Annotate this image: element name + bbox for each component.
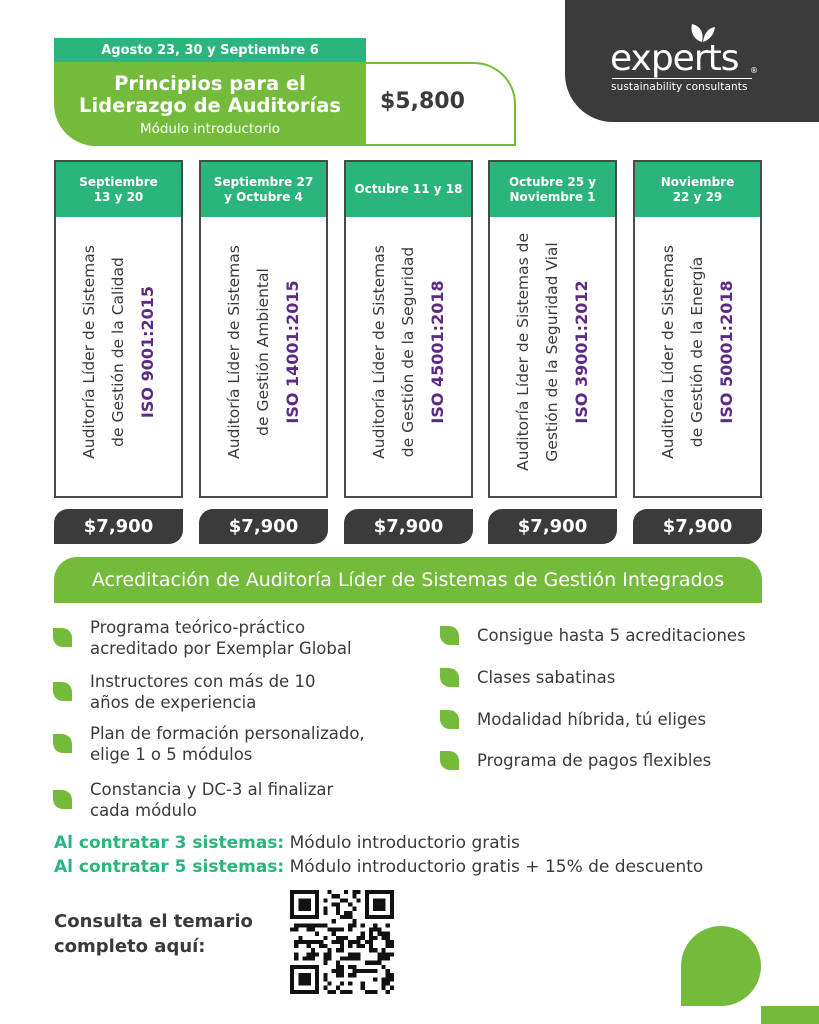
course-card-iso9001 [54,160,183,498]
intro-title [54,62,366,117]
course-desc-line1: Auditoría Líder de Sistemas [79,245,98,459]
course-iso: ISO 50001:2018 [716,280,736,424]
course-card-iso14001 [199,160,328,498]
logo-divider [612,78,752,79]
benefit-text: Modalidad híbrida, tú eliges [477,710,707,729]
leaf-bullet-icon [53,682,72,701]
course-price: $7,900 [54,509,183,544]
benefit-line2: años de experiencia [90,693,257,712]
promo-3-systems [54,833,520,853]
course-date-line1: Octubre 25 y [508,174,597,189]
leaf-bullet-icon [440,710,459,729]
decorative-corner-block [761,1006,819,1024]
course-body [209,217,319,487]
course-card-iso45001 [344,160,473,498]
course-body [643,217,753,487]
course-desc-line2: de Gestión de la Calidad [108,257,127,447]
benefit-line2: cada módulo [90,801,197,820]
leaf-bullet-icon [53,628,72,647]
course-date-line2: 13 y 20 [93,189,144,204]
promo-value: Módulo introductorio gratis [289,833,520,853]
course-price: $7,900 [199,509,328,544]
course-dates [346,162,471,217]
promo-5-systems [54,857,703,877]
course-iso: ISO 9001:2015 [137,285,157,419]
course-price: $7,900 [488,509,617,544]
course-desc-line1: Auditoría Líder de Sistemas [369,245,388,459]
benefit-text: Clases sabatinas [477,668,616,687]
benefit-line1: Plan de formación personalizado, [90,724,365,743]
intro-dates: Agosto 23, 30 y Septiembre 6 [54,38,366,62]
course-body [354,217,464,487]
benefit-item [477,709,706,730]
course-dates [201,162,326,217]
qr-code[interactable] [290,890,394,994]
intro-title-line1: Principios para el [114,72,306,95]
course-desc-line2: de Gestión de la Energía [687,256,706,448]
course-iso: ISO 14001:2015 [282,280,302,424]
course-date-line1: Noviembre [660,174,735,189]
decorative-leaf-shape [681,926,761,1006]
course-body [498,217,608,487]
course-price: $7,900 [344,509,473,544]
benefit-item [90,779,333,821]
leaf-bullet-icon [440,668,459,687]
leaf-bullet-icon [53,734,72,753]
course-desc-line2: de Gestión de la Seguridad [398,246,417,458]
intro-subtitle: Módulo introductorio [139,121,281,137]
syllabus-cta-line1: Consulta el temario [54,911,253,932]
course-desc-line1: Auditoría Líder de Sistemas [658,245,677,459]
benefit-line2: acreditado por Exemplar Global [90,639,352,658]
benefit-text: Consigue hasta 5 acreditaciones [477,626,746,645]
leaf-bullet-icon [53,790,72,809]
course-price: $7,900 [633,509,762,544]
benefit-item [90,617,352,659]
benefit-item [90,723,365,765]
benefit-line1: Constancia y DC-3 al finalizar [90,780,334,799]
benefit-line2: elige 1 o 5 módulos [90,745,253,764]
benefit-item [477,750,711,771]
promo-key: Al contratar 5 sistemas: [54,857,285,877]
intro-price: $5,800 [380,89,465,114]
benefit-item [477,625,746,646]
syllabus-cta-line2: completo aquí: [54,936,206,957]
course-dates [56,162,181,217]
course-iso: ISO 45001:2018 [427,280,447,424]
promo-value: Módulo introductorio gratis + 15% de descuento [289,857,704,877]
leaf-bullet-icon [440,751,459,770]
logo-registered-mark: ® [750,66,758,75]
benefit-text: Programa de pagos flexibles [477,751,712,770]
course-dates [490,162,615,217]
course-desc-line2: de Gestión Ambiental [253,268,272,436]
promo-key: Al contratar 3 sistemas: [54,833,285,853]
course-date-line2: y Octubre 4 [224,189,303,204]
benefit-item [90,671,315,713]
course-card-iso50001 [633,160,762,498]
intro-panel [54,62,366,146]
course-date-line1: Septiembre 27 [213,174,314,189]
course-card-iso39001 [488,160,617,498]
course-dates [635,162,760,217]
course-desc-line2: Gestión de la Seguridad Vial [542,242,561,462]
course-date-line2: Noviembre 1 [509,189,596,204]
course-date-line1: Octubre 11 y 18 [354,182,463,196]
benefit-item [477,667,615,688]
course-iso: ISO 39001:2012 [571,280,591,424]
intro-title-line2: Liderazgo de Auditorías [79,94,341,117]
logo-wordmark: experts [610,38,739,79]
benefit-line1: Instructores con más de 10 [90,672,316,691]
course-desc-line1: Auditoría Líder de Sistemas [224,245,243,459]
benefit-line1: Programa teórico-práctico [90,618,306,637]
course-date-line1: Septiembre [79,174,158,189]
syllabus-cta [54,909,253,959]
course-desc-line1: Auditoría Líder de Sistemas de [513,233,532,471]
course-date-line2: 22 y 29 [672,189,723,204]
accreditation-title: Acreditación de Auditoría Líder de Sistemas de Gestión Integrados [54,557,762,603]
logo-tagline: sustainability consultants [611,81,748,93]
leaf-bullet-icon [440,626,459,645]
course-body [64,217,174,487]
